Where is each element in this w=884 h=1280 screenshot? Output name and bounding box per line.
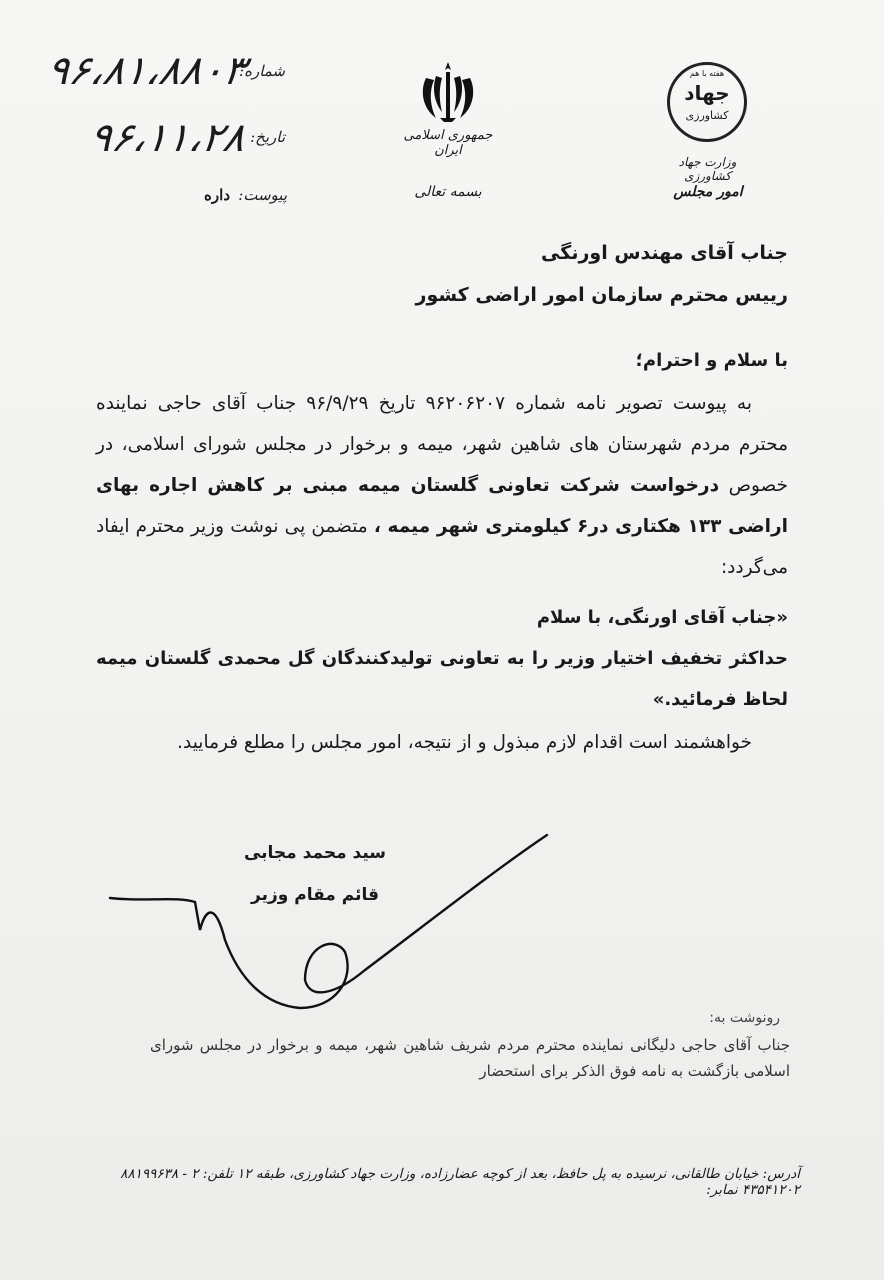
date-label: تاریخ: — [250, 128, 285, 146]
number-label: شماره: — [239, 62, 285, 80]
ministry-logo — [667, 62, 747, 142]
footer-address: آدرس: خیابان طالقانی، نرسیده به پل حافظ، بعد از کوچه عضارزاده، وزارت جهاد کشاورزی، طبقه ۱۲ تلفن: ۲ - ۸۸۱۹۹۶۳۸ ۴۳۵۴۱۲۰۲ نمابر: — [120, 1166, 800, 1198]
closing-paragraph: خواهشمند است اقدام لازم مبذول و از نتیجه، امور مجلس را مطلع فرمایید. — [177, 732, 752, 753]
attachment-value: داره — [204, 186, 230, 204]
signer-name: سید محمد مجابی — [243, 843, 387, 863]
body-text-part1: به پیوست تصویر نامه شماره ۹۶۲۰۶۲۰۷ تاریخ ۹۶/۹/۲۹ جناب آقای حاجی نماینده محترم مردم شهرستان های شاهین شهر، میمه و برخوار در مجلس شورای اسلامی، در خصوص — [96, 393, 788, 496]
quote-line2: حداکثر تخفیف اختیار وزیر را به تعاونی تولیدکنندگان گل محمدی گلستان میمه لحاظ فرمائید.» — [96, 648, 788, 710]
cc-label: رونوشت به: — [709, 1010, 780, 1026]
body-text-bold: درخواست شرکت تعاونی گلستان میمه مبنی بر کاهش اجاره بهای اراضی ۱۳۳ هکتاری در۶ کیلومتری شهر میمه ، — [96, 475, 789, 537]
addressee-line2: رییس محترم سازمان امور اراضی کشور — [415, 284, 788, 306]
quote-line1: «جناب آقای اورنگی، با سلام — [536, 607, 788, 628]
logo-slogan: هفته با هم — [689, 69, 725, 78]
letter-number: ۹۶،۸۱،۸۸۰۳ — [44, 48, 249, 94]
addressee-line1: جناب آقای مهندس اورنگی — [541, 242, 788, 264]
attachment-label: پیوست: — [238, 186, 287, 204]
letter-date: ۹۶،۱۱،۲۸ — [86, 115, 248, 161]
bismillah: بسمه تعالی — [414, 184, 482, 200]
cc-text: جناب آقای حاجی دلیگانی نماینده محترم مردم شریف شاهین شهر، میمه و برخوار در مجلس شورای اسلامی بازگشت به نامه فوق الذکر برای استحضار — [150, 1036, 790, 1080]
greeting: با سلام و احترام؛ — [635, 350, 788, 371]
body-text-part2: متضمن پی نوشت وزیر محترم ایفاد می‌گردد: — [96, 516, 788, 578]
ministry-caption: وزارت جهاد کشاورزی — [678, 155, 737, 183]
signer-title: قائم مقام وزیر — [251, 885, 379, 905]
iran-emblem-icon — [412, 58, 484, 124]
department-caption: امور مجلس — [673, 184, 743, 200]
logo-keshavarzi: کشاورزی — [685, 109, 729, 122]
body-paragraph — [96, 383, 788, 588]
logo-jahad: جهاد — [684, 81, 730, 105]
handwritten-signature-icon — [105, 830, 555, 1020]
republic-caption: جمهوری اسلامی ایران — [403, 128, 493, 158]
